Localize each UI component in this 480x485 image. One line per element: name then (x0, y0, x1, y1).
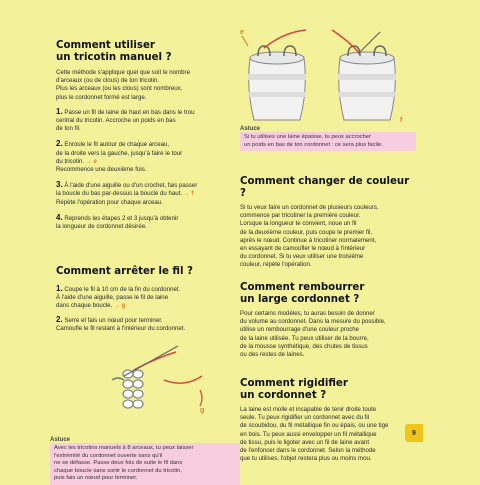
step-4: 4. Reprends les étapes 2 et 3 jusqu'à obtenir la longueur de cordonnet désirée. (56, 212, 179, 231)
intro-text: Cette méthode s'applique quel que soit le nombre d'arceaux (ou de clous) de ton tricotin. Plus les arceaux (ou les clous) sont nombreux, plus le cordonnet formé est large. (56, 69, 190, 101)
section-title: Comment rembourrer un large cordonnet ? (240, 282, 365, 305)
step-2: 2. Enroule le fil autour de chaque arceau, de la droite vers la gauche, jusqu'à faire le tour du tricotin. → e Recommence une deuxième fois. (56, 139, 183, 174)
tricotin-illustrations (240, 28, 412, 128)
tricotin-f (332, 30, 403, 124)
astuce-label: Astuce (50, 437, 71, 443)
figure-label-g: g (200, 407, 205, 414)
figure-ref-g: → g (113, 303, 126, 310)
section-text: Si tu veux faire un cordonnet de plusieurs couleurs, commence par tricotiner la première couleur. Lorsque la longueur te convient, noue un fil de la deuxième couleur, puis coupe le premier fil, après le nœud. Continue à tricotiner normalement, en essayant de camoufler le nœud à l'intérieur du cordonnet. Si tu veux utiliser une troisième couleur, répète l'opération. (240, 204, 379, 269)
step-2: 2. Serre et fais un nœud pour terminer. Camoufle le fil restant à l'intérieur du cordonnet. (56, 314, 186, 332)
section-title: Comment rigidifier un cordonnet ? (240, 378, 348, 401)
section-using-tricotin (56, 40, 236, 231)
figure-label-e: e (240, 29, 244, 36)
section-stuff-cord (240, 282, 416, 359)
section-title: Comment utiliser un tricotin manuel ? (56, 40, 172, 63)
section-stiffen-cord (240, 378, 416, 463)
step-1: 1. Coupe le fil à 10 cm de la fin du cordonnet. À l'aide d'une aiguille, passe le fil de laine dans chaque boucle. → g (56, 284, 181, 310)
astuce-label: Astuce (240, 126, 261, 132)
section-change-color (240, 176, 416, 270)
figure-label-f: f (400, 117, 403, 124)
section-stop-thread (56, 266, 236, 333)
section-title: Comment arrêter le fil ? (56, 266, 193, 277)
section-text: La laine est molle et incapable de tenir droite toute seule. Tu peux rigidifier un cordonnet avec du fil de scoubidou, du fil métallique fin ou épais, ou une tige en bois. Tu peux aussi envelopper un fil métallique de tissu, puis le ligoter avec un fil de laine avant de l'enfoncer dans le cordonnet. Selon la méthode que tu utilises, l'objet restera plus ou moins mou. (240, 406, 389, 463)
section-text: Pour certains modèles, tu auras besoin de donner du volume au cordonnet. Dans la mesure du possible, utilise un rembourrage d'une couleur proche de la laine utilisée. Tu peux utiliser de la bourre, de la mousse synthétique, des chutes de tissus ou des restes de laines. (240, 310, 386, 359)
step-3: 3. À l'aide d'une aiguille ou d'un crochet, fais passer la boucle du bas par-dessus la boucle du haut. → f Répète l'opération pour chaque arceau. (56, 180, 198, 206)
astuce-right (240, 126, 416, 151)
astuce-left (50, 437, 240, 485)
astuce-box: Si tu utilises une laine épaisse, tu peux accrocher un poids en bas de ton cordonnet : ce sera plus facile. (240, 132, 416, 151)
section-title: Comment changer de couleur ? (240, 176, 410, 199)
tricotin-e (240, 29, 306, 120)
figure-ref-f: → f (183, 191, 194, 198)
knitted-cord-illustration (104, 340, 214, 414)
page-number-tab: 9 (405, 424, 423, 442)
step-1: 1. Passe un fil de laine de haut en bas dans le trou central du tricotin. Accroche un poids en bas de ton fil. (56, 106, 195, 133)
astuce-box: Avec les tricotins manuels à 8 arceaux, tu peux laisser l'extrémité du cordonnet ouverte sans qu'il ne se défasse. Passe deux fois de suite le fil dans chaque boucle sans sortir le cordonnet du tricotin, puis fais un nœud pour terminer. (50, 443, 240, 485)
figure-ref-e: → e (85, 158, 97, 165)
